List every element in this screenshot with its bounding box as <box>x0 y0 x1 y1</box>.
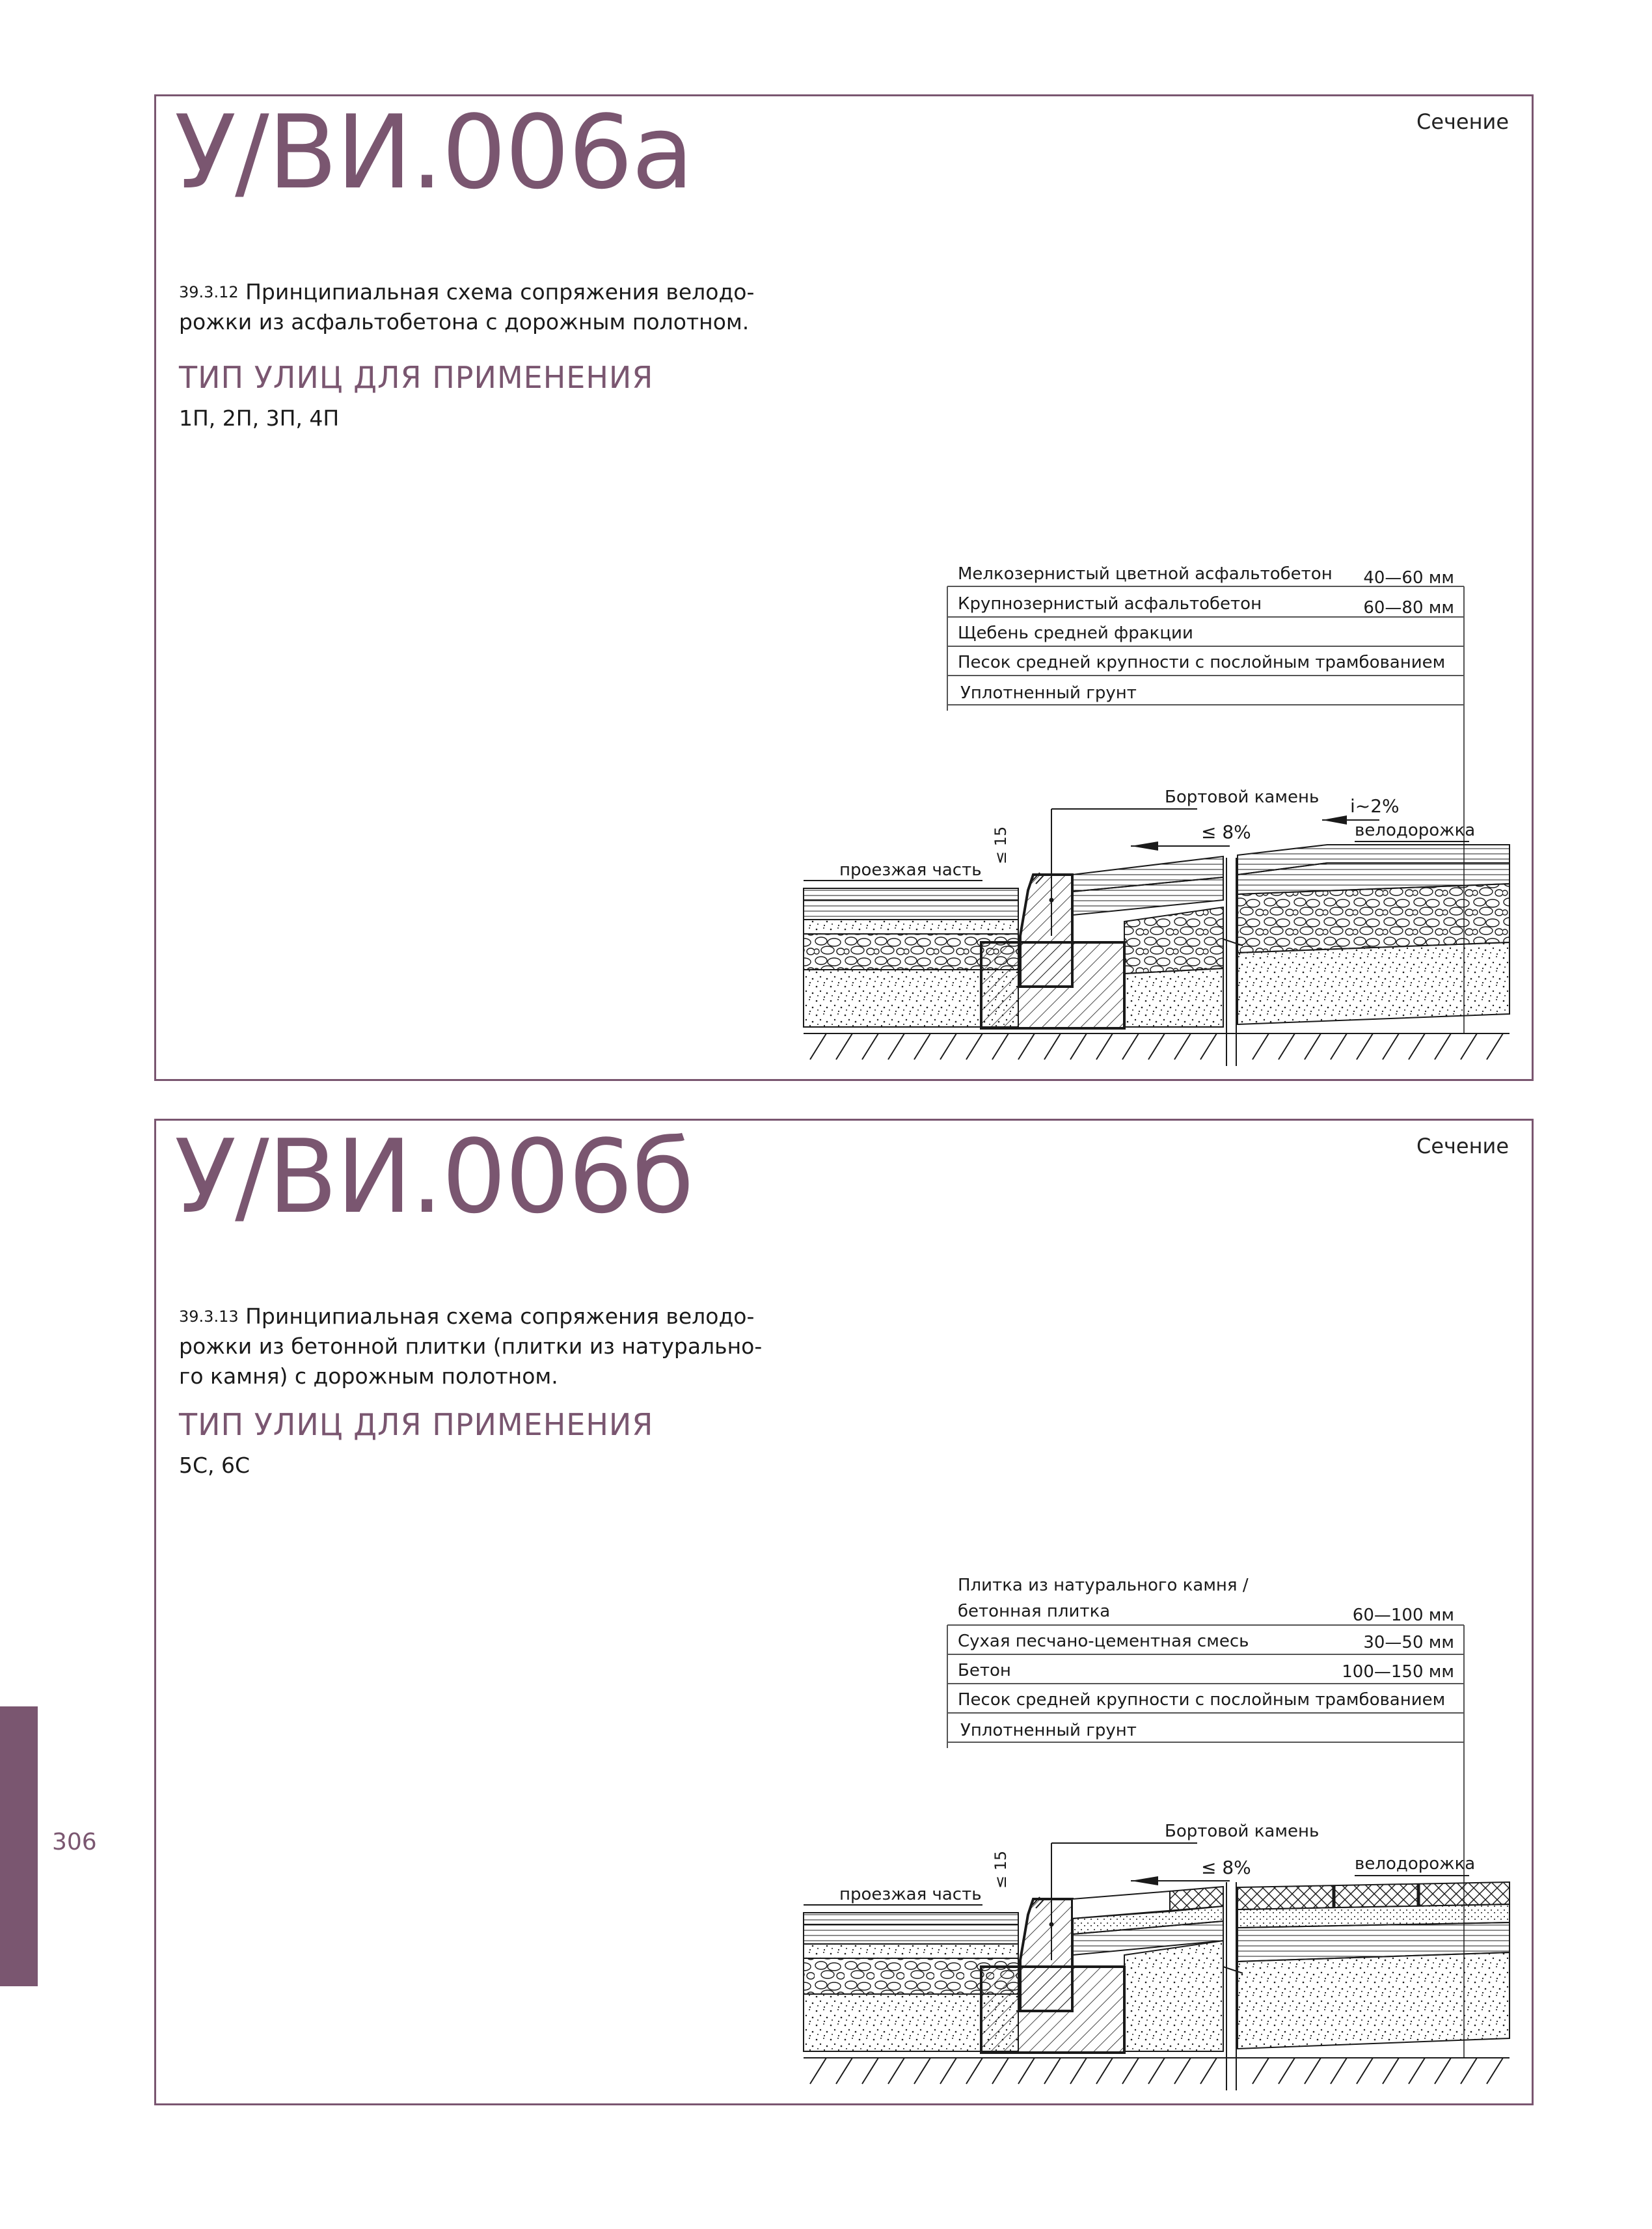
bikeway-label: велодорожка <box>1355 821 1476 840</box>
layer-2-name: Сухая песчано-цементная смесь <box>958 1632 1249 1651</box>
roadway-label: проезжая часть <box>839 1885 982 1904</box>
page-number: 306 <box>52 1829 97 1855</box>
detail-code: У/ВИ.006а <box>174 93 693 212</box>
street-types-value: 5С, 6С <box>179 1453 251 1478</box>
detail-code: У/ВИ.006б <box>174 1117 693 1236</box>
slope-label: ≤ 8% <box>1201 1857 1251 1878</box>
detail-panel-b <box>154 1119 1534 2105</box>
bikeway-structure-right <box>1238 845 1510 1024</box>
detail-panel-a <box>154 94 1534 1081</box>
cross-section-drawing-a <box>156 93 1536 1083</box>
layer-5-name: Уплотненный грунт <box>960 1721 1137 1740</box>
bikeway-structure-right <box>1238 1882 1510 2049</box>
curb-label: Бортовой камень <box>1165 787 1320 807</box>
layer-2-thickness: 60—80 мм <box>1363 598 1454 618</box>
layer-4-name: Песок средней крупности с послойным трамбованием <box>958 1690 1446 1710</box>
layer-3-name: Бетон <box>958 1661 1011 1680</box>
caption-line-3: го камня) с дорожным полотном. <box>179 1363 558 1389</box>
bikeway-slope-label: i~2% <box>1350 795 1400 817</box>
bikeway-label: велодорожка <box>1355 1854 1476 1874</box>
caption-line-1: Принципиальная схема сопряжения велодо- <box>245 1304 755 1329</box>
caption-line-1: Принципиальная схема сопряжения велодо- <box>245 279 755 305</box>
height-label: ≤ 15 <box>992 826 1010 864</box>
layer-1-thickness: 60—100 мм <box>1352 1606 1454 1625</box>
ground-hatch <box>804 1033 1510 1060</box>
slope-arrow-icon <box>1131 841 1158 851</box>
section-label: Сечение <box>1416 109 1509 134</box>
layer-1-name-cont: бетонная плитка <box>958 1602 1111 1621</box>
layer-5-name: Уплотненный грунт <box>960 683 1137 703</box>
bikeway-slope-arrow-icon <box>1322 815 1347 825</box>
height-label: ≤ 15 <box>992 1850 1010 1889</box>
layer-4-name: Песок средней крупности с послойным трамбованием <box>958 653 1446 672</box>
layer-3-thickness: 100—150 мм <box>1342 1662 1454 1682</box>
chapter-tab <box>0 1706 38 1986</box>
caption-line-2: рожки из бетонной плитки (плитки из натурально- <box>179 1333 763 1359</box>
curb-label: Бортовой камень <box>1165 1822 1320 1841</box>
slope-label: ≤ 8% <box>1201 821 1251 843</box>
caption-line-2: рожки из асфальтобетона с дорожным полотном. <box>179 309 750 335</box>
roadway-label: проезжая часть <box>839 860 982 880</box>
ground-hatch <box>804 2058 1510 2084</box>
layer-1-thickness: 40—60 мм <box>1363 568 1454 588</box>
street-types-heading: ТИП УЛИЦ ДЛЯ ПРИМЕНЕНИЯ <box>179 1407 654 1442</box>
street-types-heading: ТИП УЛИЦ ДЛЯ ПРИМЕНЕНИЯ <box>179 360 654 395</box>
caption-number: 39.3.12 <box>179 283 239 301</box>
layer-3-name: Щебень средней фракции <box>958 623 1193 643</box>
layer-2-name: Крупнозернистый асфальтобетон <box>958 594 1262 614</box>
slope-arrow-icon <box>1131 1876 1158 1885</box>
street-types-value: 1П, 2П, 3П, 4П <box>179 405 340 431</box>
layer-2-thickness: 30—50 мм <box>1363 1633 1454 1652</box>
section-label: Сечение <box>1416 1134 1509 1158</box>
caption-number: 39.3.13 <box>179 1307 239 1326</box>
layer-1-name: Плитка из натурального камня / <box>958 1576 1249 1595</box>
cross-section-drawing-b <box>156 1117 1536 2107</box>
layer-1-name: Мелкозернистый цветной асфальтобетон <box>958 564 1333 584</box>
